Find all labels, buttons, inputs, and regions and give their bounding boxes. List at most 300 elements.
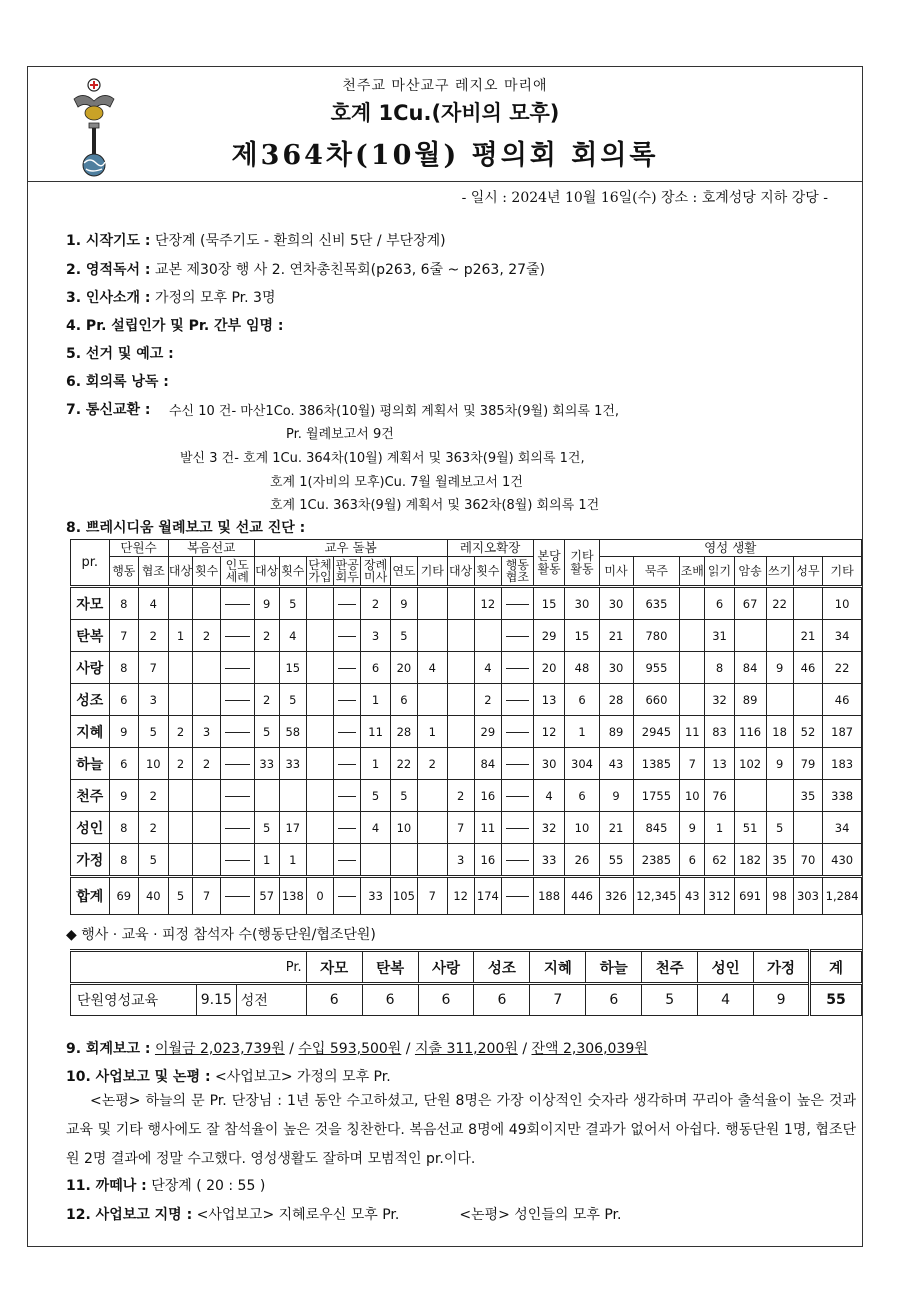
item-10-text: <사업보고> 가정의 모후 Pr. xyxy=(215,1069,391,1085)
report-cell: 2945 xyxy=(633,716,680,748)
item-9: 9. 회계보고 : 이월금 2,023,739원 / 수입 593,500원 / 지출 311,200원 / 잔액 2,306,039원 xyxy=(66,1041,648,1057)
header xyxy=(28,67,862,182)
report-cell xyxy=(254,652,279,684)
report-cell: 7 xyxy=(680,748,705,780)
item-1-text: 단장계 (묵주기도 - 환희의 신비 5단 / 부단장계) xyxy=(154,233,446,249)
report-cell: 2 xyxy=(168,748,193,780)
report-cell xyxy=(306,652,333,684)
report-cell: 28 xyxy=(390,716,417,748)
att-val-haneul: 6 xyxy=(586,984,642,1016)
report-cell: 51 xyxy=(734,812,766,844)
report-cell: 89 xyxy=(734,684,766,716)
report-cell xyxy=(220,844,254,877)
report-cell: 326 xyxy=(599,877,633,915)
report-cell xyxy=(220,748,254,780)
report-cell: 2 xyxy=(139,812,168,844)
report-cell xyxy=(254,780,279,812)
report-cell: 58 xyxy=(279,716,306,748)
att-val-sarang: 6 xyxy=(418,984,474,1016)
report-cell: 43 xyxy=(680,877,705,915)
att-val-jamo: 6 xyxy=(306,984,362,1016)
item-9-label: 9. 회계보고 : xyxy=(66,1041,151,1057)
report-cell xyxy=(447,684,474,716)
report-cell: 12 xyxy=(447,877,474,915)
att-head-total: 계 xyxy=(810,951,862,984)
report-cell xyxy=(334,620,361,652)
item-4 xyxy=(66,315,283,335)
report-cell: 6 xyxy=(565,684,599,716)
att-head-jamo: 자모 xyxy=(306,951,362,984)
report-cell xyxy=(334,812,361,844)
item-2-label: 2. 영적독서 : xyxy=(66,262,151,278)
report-row-name: 탄복 xyxy=(71,620,110,652)
report-cell xyxy=(766,780,793,812)
attendance-table xyxy=(70,949,862,1016)
report-cell: 5 xyxy=(361,780,390,812)
item-2-text: 교본 제30장 행 사 2. 연차총친목회(p263, 6줄 ~ p263, 27줄) xyxy=(154,262,546,278)
att-val-tanbok: 6 xyxy=(362,984,418,1016)
report-cell: 30 xyxy=(565,587,599,620)
report-cell: 5 xyxy=(254,812,279,844)
report-cell: 13 xyxy=(533,684,565,716)
report-cell: 83 xyxy=(705,716,734,748)
item-12-text: <사업보고> 지혜로우신 모후 Pr. xyxy=(196,1207,400,1223)
report-cell xyxy=(793,587,822,620)
report-cell: 70 xyxy=(793,844,822,877)
report-cell: 11 xyxy=(680,716,705,748)
balance-forward: 이월금 2,023,739원 xyxy=(154,1041,285,1057)
report-cell: 32 xyxy=(533,812,565,844)
report-cell: 21 xyxy=(599,620,633,652)
report-cell xyxy=(334,684,361,716)
col-rosary: 묵주 xyxy=(633,557,680,587)
report-row xyxy=(71,844,862,877)
col-reading: 읽기 xyxy=(705,557,734,587)
report-cell xyxy=(193,587,220,620)
att-place: 성전 xyxy=(236,984,306,1016)
report-cell: 57 xyxy=(254,877,279,915)
report-cell: 7 xyxy=(139,652,168,684)
item-8 xyxy=(66,517,305,537)
report-row-name: 사랑 xyxy=(71,652,110,684)
report-cell xyxy=(334,716,361,748)
col-office: 성무 xyxy=(793,557,822,587)
report-cell: 35 xyxy=(793,780,822,812)
report-cell: 2 xyxy=(193,748,220,780)
report-cell: 33 xyxy=(254,748,279,780)
report-cell: 2 xyxy=(139,780,168,812)
comm-line-1: 수신 10 건- 마산1Co. 386차(10월) 평의회 계획서 및 385차(9월) 회의록 1건, xyxy=(169,404,620,419)
report-cell: 15 xyxy=(533,587,565,620)
report-cell xyxy=(334,587,361,620)
col-other-activity: 기타활동 xyxy=(565,540,599,587)
report-row-name: 성조 xyxy=(71,684,110,716)
item-10 xyxy=(66,1066,391,1086)
report-cell xyxy=(361,844,390,877)
report-cell: 46 xyxy=(793,652,822,684)
report-cell: 174 xyxy=(474,877,501,915)
report-cell xyxy=(418,587,447,620)
col-care-target: 대상 xyxy=(254,557,279,587)
report-cell: 102 xyxy=(734,748,766,780)
report-cell: 1 xyxy=(254,844,279,877)
report-cell xyxy=(447,748,474,780)
report-cell: 10 xyxy=(139,748,168,780)
report-row xyxy=(71,877,862,915)
group-evangelization: 복음선교 xyxy=(168,540,254,557)
report-cell xyxy=(193,684,220,716)
report-cell: 52 xyxy=(793,716,822,748)
col-writing: 쓰기 xyxy=(766,557,793,587)
report-cell xyxy=(306,620,333,652)
report-cell xyxy=(306,844,333,877)
report-cell xyxy=(220,620,254,652)
report-cell: 3 xyxy=(361,620,390,652)
report-cell xyxy=(306,684,333,716)
report-cell: 11 xyxy=(474,812,501,844)
report-cell: 5 xyxy=(139,844,168,877)
report-row xyxy=(71,716,862,748)
report-cell: 2 xyxy=(139,620,168,652)
report-cell: 55 xyxy=(599,844,633,877)
report-body xyxy=(71,587,862,915)
report-cell xyxy=(220,684,254,716)
report-cell: 6 xyxy=(109,684,138,716)
report-cell xyxy=(334,844,361,877)
report-cell: 6 xyxy=(680,844,705,877)
report-cell xyxy=(418,812,447,844)
organization-name: 천주교 마산교구 레지오 마리애 xyxy=(342,78,548,94)
report-cell: 84 xyxy=(734,652,766,684)
report-cell: 29 xyxy=(474,716,501,748)
report-cell: 304 xyxy=(565,748,599,780)
report-cell xyxy=(390,844,417,877)
report-cell: 4 xyxy=(533,780,565,812)
monthly-report-table xyxy=(70,539,862,915)
report-row xyxy=(71,684,862,716)
col-legio-count: 횟수 xyxy=(474,557,501,587)
report-cell: 9 xyxy=(109,780,138,812)
report-cell: 30 xyxy=(599,587,633,620)
report-cell: 32 xyxy=(705,684,734,716)
report-row-name: 가정 xyxy=(71,844,110,877)
income: 수입 593,500원 xyxy=(298,1041,402,1057)
comm-line-4: 호계 1(자비의 모후)Cu. 7월 월례보고서 1건 xyxy=(270,475,523,490)
report-cell: 12,345 xyxy=(633,877,680,915)
report-cell: 1 xyxy=(361,684,390,716)
report-row-name: 성인 xyxy=(71,812,110,844)
report-cell: 4 xyxy=(139,587,168,620)
col-recitation: 암송 xyxy=(734,557,766,587)
report-cell: 7 xyxy=(193,877,220,915)
col-auxiliary: 협조 xyxy=(139,557,168,587)
report-cell: 12 xyxy=(533,716,565,748)
report-cell: 1 xyxy=(418,716,447,748)
report-cell xyxy=(220,652,254,684)
report-cell xyxy=(418,844,447,877)
report-cell: 4 xyxy=(418,652,447,684)
report-cell xyxy=(501,620,533,652)
comm-line-2: Pr. 월례보고서 9건 xyxy=(286,427,394,442)
report-cell: 3 xyxy=(447,844,474,877)
item-6 xyxy=(66,371,169,391)
report-cell xyxy=(220,780,254,812)
report-cell: 338 xyxy=(823,780,862,812)
report-cell: 7 xyxy=(447,812,474,844)
report-cell: 3 xyxy=(193,716,220,748)
report-cell xyxy=(793,812,822,844)
report-cell: 8 xyxy=(109,587,138,620)
report-cell: 17 xyxy=(279,812,306,844)
col-count: 횟수 xyxy=(193,557,220,587)
report-cell xyxy=(168,684,193,716)
att-val-seongin: 4 xyxy=(698,984,754,1016)
col-care-count: 횟수 xyxy=(279,557,306,587)
item-8-label: 8. 쁘레시디움 월례보고 및 선교 진단 : xyxy=(66,520,306,536)
col-funeral-mass: 장례미사 xyxy=(361,557,390,587)
report-cell: 34 xyxy=(823,812,862,844)
report-cell: 5 xyxy=(279,684,306,716)
report-cell xyxy=(474,620,501,652)
report-cell: 188 xyxy=(533,877,565,915)
report-cell: 26 xyxy=(565,844,599,877)
report-cell: 2 xyxy=(474,684,501,716)
group-spiritual-life: 영성 생활 xyxy=(599,540,862,557)
col-baptism: 인도세례 xyxy=(220,557,254,587)
report-cell xyxy=(168,587,193,620)
item-5-label: 5. 선거 및 예고 : xyxy=(66,346,174,362)
report-cell: 20 xyxy=(533,652,565,684)
report-cell xyxy=(220,716,254,748)
report-cell: 446 xyxy=(565,877,599,915)
report-cell: 16 xyxy=(474,844,501,877)
report-cell xyxy=(680,652,705,684)
report-cell: 1 xyxy=(565,716,599,748)
report-cell: 182 xyxy=(734,844,766,877)
report-cell xyxy=(306,780,333,812)
report-cell: 10 xyxy=(565,812,599,844)
item-2 xyxy=(66,259,545,279)
report-cell: 2 xyxy=(193,620,220,652)
col-adoration: 조배 xyxy=(680,557,705,587)
item-1-label: 1. 시작기도 : xyxy=(66,233,151,249)
item-11 xyxy=(66,1175,265,1195)
item-6-label: 6. 회의록 낭독 : xyxy=(66,374,169,390)
att-val-cheonju: 5 xyxy=(642,984,698,1016)
report-cell: 2 xyxy=(447,780,474,812)
report-cell: 1755 xyxy=(633,780,680,812)
col-target: 대상 xyxy=(168,557,193,587)
comm-line-5: 호계 1Cu. 363차(9월) 계획서 및 362차(8월) 회의록 1건 xyxy=(270,498,600,513)
report-cell: 15 xyxy=(279,652,306,684)
report-cell: 635 xyxy=(633,587,680,620)
report-cell: 2 xyxy=(254,684,279,716)
report-row xyxy=(71,780,862,812)
report-cell: 35 xyxy=(766,844,793,877)
report-row-name: 합계 xyxy=(71,877,110,915)
report-cell: 11 xyxy=(361,716,390,748)
report-cell: 4 xyxy=(361,812,390,844)
report-cell xyxy=(766,684,793,716)
report-cell xyxy=(447,620,474,652)
att-val-seongjo: 6 xyxy=(474,984,530,1016)
report-cell: 15 xyxy=(565,620,599,652)
report-cell xyxy=(306,748,333,780)
comm-line-3: 발신 3 건- 호계 1Cu. 364차(10월) 계획서 및 363차(9월) 회의록 1건, xyxy=(180,451,585,466)
report-cell: 1 xyxy=(168,620,193,652)
report-row-name: 천주 xyxy=(71,780,110,812)
group-parish-care: 교우 돌봄 xyxy=(254,540,447,557)
report-cell: 28 xyxy=(599,684,633,716)
expense: 지출 311,200원 xyxy=(414,1041,518,1057)
report-cell: 9 xyxy=(254,587,279,620)
report-cell xyxy=(501,748,533,780)
report-cell: 6 xyxy=(705,587,734,620)
report-cell xyxy=(734,620,766,652)
report-cell xyxy=(501,844,533,877)
col-group-join: 단체가입 xyxy=(306,557,333,587)
report-cell: 16 xyxy=(474,780,501,812)
report-cell: 9 xyxy=(766,652,793,684)
report-cell: 9 xyxy=(766,748,793,780)
report-cell: 7 xyxy=(418,877,447,915)
item-12 xyxy=(66,1204,621,1224)
col-active: 행동 xyxy=(109,557,138,587)
report-cell: 116 xyxy=(734,716,766,748)
report-cell: 31 xyxy=(705,620,734,652)
report-cell: 22 xyxy=(766,587,793,620)
report-cell xyxy=(220,587,254,620)
report-cell: 9 xyxy=(680,812,705,844)
report-cell: 4 xyxy=(279,620,306,652)
report-cell: 691 xyxy=(734,877,766,915)
att-head-seongin: 성인 xyxy=(698,951,754,984)
report-cell xyxy=(168,780,193,812)
report-cell: 8 xyxy=(109,844,138,877)
item-3 xyxy=(66,287,276,307)
report-cell xyxy=(168,652,193,684)
report-cell: 22 xyxy=(390,748,417,780)
report-cell: 98 xyxy=(766,877,793,915)
report-cell: 0 xyxy=(306,877,333,915)
report-cell xyxy=(193,652,220,684)
att-head-jihye: 지혜 xyxy=(530,951,586,984)
att-head-tanbok: 탄복 xyxy=(362,951,418,984)
col-legio-target: 대상 xyxy=(447,557,474,587)
item-11-text: 단장계 ( 20 : 55 ) xyxy=(151,1178,266,1194)
report-cell xyxy=(193,780,220,812)
report-cell: 84 xyxy=(474,748,501,780)
att-date: 9.15 xyxy=(196,984,236,1016)
report-cell: 187 xyxy=(823,716,862,748)
report-cell: 6 xyxy=(565,780,599,812)
report-cell xyxy=(306,716,333,748)
col-mass: 미사 xyxy=(599,557,633,587)
report-cell: 10 xyxy=(823,587,862,620)
item-3-text: 가정의 모후 Pr. 3명 xyxy=(154,290,276,306)
report-cell: 43 xyxy=(599,748,633,780)
report-cell: 1385 xyxy=(633,748,680,780)
item-5 xyxy=(66,343,174,363)
date-place: - 일시 : 2024년 10월 16일(수) 장소 : 호계성당 지하 강당 - xyxy=(461,190,828,206)
report-cell: 12 xyxy=(474,587,501,620)
col-spiritual-other: 기타 xyxy=(823,557,862,587)
report-cell: 1 xyxy=(279,844,306,877)
report-cell: 955 xyxy=(633,652,680,684)
report-cell xyxy=(501,684,533,716)
report-cell: 6 xyxy=(361,652,390,684)
report-cell: 5 xyxy=(279,587,306,620)
report-cell: 5 xyxy=(390,780,417,812)
report-cell: 3 xyxy=(139,684,168,716)
att-head-sarang: 사랑 xyxy=(418,951,474,984)
col-confession: 판공회두 xyxy=(334,557,361,587)
report-row xyxy=(71,620,862,652)
group-legio-expansion: 레지오확장 xyxy=(447,540,533,557)
report-cell: 6 xyxy=(109,748,138,780)
report-cell: 312 xyxy=(705,877,734,915)
report-cell: 76 xyxy=(705,780,734,812)
item-3-label: 3. 인사소개 : xyxy=(66,290,151,306)
col-legio-active-aux: 행동협조 xyxy=(501,557,533,587)
att-head-cheonju: 천주 xyxy=(642,951,698,984)
report-cell: 18 xyxy=(766,716,793,748)
report-cell: 30 xyxy=(533,748,565,780)
report-cell xyxy=(447,652,474,684)
report-cell: 21 xyxy=(793,620,822,652)
report-cell: 30 xyxy=(599,652,633,684)
report-cell xyxy=(734,780,766,812)
report-cell xyxy=(501,652,533,684)
att-val-jihye: 7 xyxy=(530,984,586,1016)
report-cell: 1 xyxy=(705,812,734,844)
report-cell: 33 xyxy=(361,877,390,915)
report-cell: 29 xyxy=(533,620,565,652)
report-cell xyxy=(220,812,254,844)
report-cell: 183 xyxy=(823,748,862,780)
document-frame xyxy=(27,66,863,1247)
report-cell xyxy=(418,684,447,716)
report-row xyxy=(71,812,862,844)
report-cell: 303 xyxy=(793,877,822,915)
report-cell xyxy=(193,844,220,877)
attendance-title: ◆ 행사 · 교육 · 피정 참석자 수(행동단원/협조단원) xyxy=(66,927,376,943)
att-head-haneul: 하늘 xyxy=(586,951,642,984)
att-val-gajeong: 9 xyxy=(754,984,810,1016)
report-cell: 40 xyxy=(139,877,168,915)
report-cell: 138 xyxy=(279,877,306,915)
report-cell xyxy=(447,587,474,620)
report-cell: 845 xyxy=(633,812,680,844)
report-cell: 7 xyxy=(109,620,138,652)
report-cell: 9 xyxy=(109,716,138,748)
item-4-label: 4. Pr. 설립인가 및 Pr. 간부 임명 : xyxy=(66,318,284,334)
report-cell: 2 xyxy=(168,716,193,748)
report-cell: 2 xyxy=(254,620,279,652)
report-cell: 69 xyxy=(109,877,138,915)
report-row-name: 자모 xyxy=(71,587,110,620)
attendance-pr-label: Pr. xyxy=(71,951,307,984)
report-cell: 4 xyxy=(474,652,501,684)
report-cell xyxy=(334,780,361,812)
report-cell xyxy=(447,716,474,748)
report-cell xyxy=(418,620,447,652)
report-cell xyxy=(334,877,361,915)
att-event: 단원영성교육 xyxy=(71,984,197,1016)
report-cell xyxy=(680,620,705,652)
report-cell xyxy=(501,877,533,915)
item-1 xyxy=(66,230,446,250)
